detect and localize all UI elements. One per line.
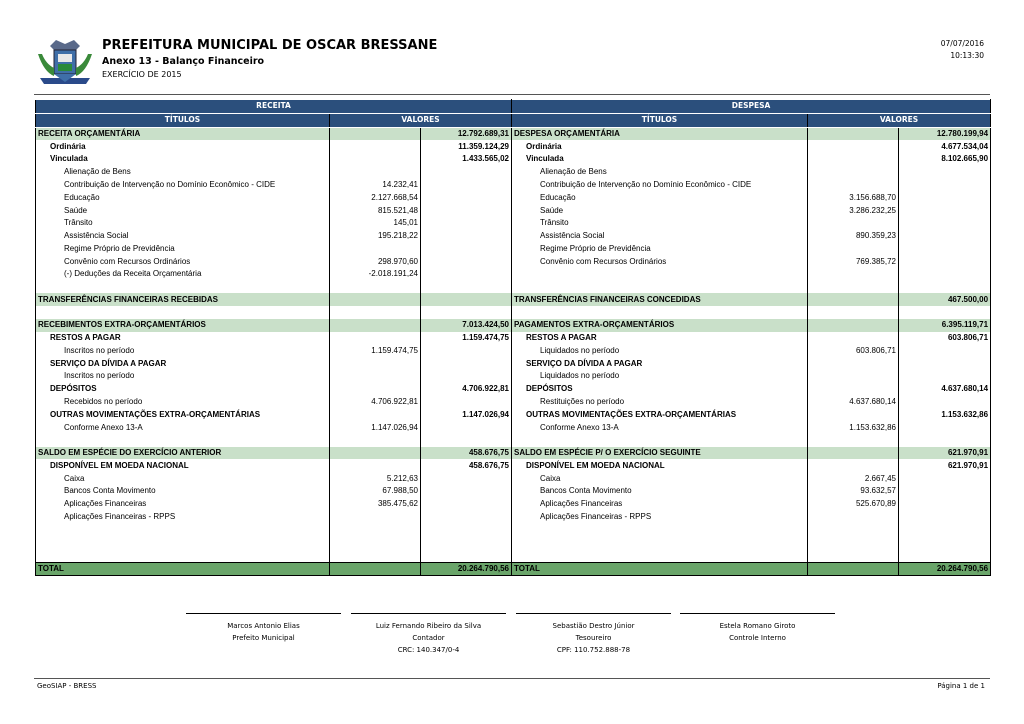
receita-value-cell [330, 293, 421, 306]
table-row [36, 370, 991, 383]
signer-name: Luiz Fernando Ribeiro da Silva [375, 622, 482, 630]
receita-total-cell [421, 204, 512, 217]
section-header-row [36, 100, 991, 114]
table-row [36, 434, 991, 447]
despesa-titulos-header: TÍTULOS [512, 113, 808, 127]
receita-value-cell [330, 306, 421, 319]
despesa-value-cell [808, 242, 899, 255]
receita-valores-header: VALORES [330, 113, 512, 127]
receita-total-cell [421, 242, 512, 255]
despesa-value-cell: 525.670,89 [808, 498, 899, 511]
signature-block [516, 613, 671, 656]
receita-title-cell: Educação [36, 191, 330, 204]
receita-value-cell: 815.521,48 [330, 204, 421, 217]
signer-extra: CPF: 110.752.888-78 [556, 646, 631, 654]
despesa-value-cell [808, 434, 899, 447]
receita-header: RECEITA [36, 100, 512, 114]
footer-page-number: Página 1 de 1 [937, 682, 985, 690]
signer-role: Prefeito Municipal [232, 634, 295, 642]
table-row [36, 345, 991, 358]
despesa-total-cell [899, 396, 991, 409]
despesa-total-cell [899, 345, 991, 358]
receita-title-cell: Saúde [36, 204, 330, 217]
table-row [36, 472, 991, 485]
despesa-title-cell: SALDO EM ESPÉCIE P/ O EXERCÍCIO SEGUINTE [512, 447, 808, 460]
despesa-title-cell: Restituições no período [512, 396, 808, 409]
receita-value-cell [330, 319, 421, 332]
despesa-title-cell: Aplicações Financeiras [512, 498, 808, 511]
table-row [36, 242, 991, 255]
receita-total-cell [421, 536, 512, 549]
despesa-total-cell [899, 523, 991, 536]
despesa-total-cell [899, 204, 991, 217]
table-row [36, 485, 991, 498]
despesa-title-cell: Aplicações Financeiras - RPPS [512, 511, 808, 524]
receita-total-cell: 1.159.474,75 [421, 332, 512, 345]
despesa-value-cell [808, 268, 899, 281]
despesa-value-cell: 1.153.632,86 [808, 421, 899, 434]
page-title: PREFEITURA MUNICIPAL DE OSCAR BRESSANE [102, 38, 438, 53]
receita-value-cell [330, 370, 421, 383]
receita-total-cell: 12.792.689,31 [421, 127, 512, 140]
receita-value-cell [330, 153, 421, 166]
receita-title-cell: Contribuição de Intervenção no Domínio Econômico - CIDE [36, 179, 330, 192]
despesa-total-cell [899, 434, 991, 447]
receita-value-cell: 145,01 [330, 217, 421, 230]
receita-title-cell [36, 434, 330, 447]
table-row [36, 421, 991, 434]
despesa-title-cell [512, 434, 808, 447]
despesa-value-cell: 603.806,71 [808, 345, 899, 358]
footer-system: GeoSIAP - BRESS [37, 682, 97, 690]
despesa-title-cell: Convênio com Recursos Ordinários [512, 255, 808, 268]
table-row [36, 549, 991, 562]
signature-line [351, 613, 506, 620]
receita-value-cell: 1.159.474,75 [330, 345, 421, 358]
receita-value-cell [330, 549, 421, 562]
receita-title-cell: SALDO EM ESPÉCIE DO EXERCÍCIO ANTERIOR [36, 447, 330, 460]
table-row [36, 230, 991, 243]
despesa-total-cell [899, 242, 991, 255]
receita-value-cell [330, 140, 421, 153]
report-date: 07/07/2016 [940, 39, 984, 48]
receita-total-cell [421, 281, 512, 294]
table-row [36, 408, 991, 421]
despesa-total-cell [899, 281, 991, 294]
despesa-total-cell [899, 230, 991, 243]
despesa-total-cell [899, 179, 991, 192]
despesa-value-cell [808, 166, 899, 179]
receita-title-cell [36, 281, 330, 294]
signer-name: Marcos Antonio Elias [227, 622, 300, 630]
despesa-value-cell [808, 357, 899, 370]
balance-table [35, 99, 991, 576]
despesa-total-cell [899, 268, 991, 281]
table-row [36, 166, 991, 179]
signer-name: Sebastião Destro Júnior [552, 622, 635, 630]
despesa-total-cell [899, 485, 991, 498]
receita-title-cell: TOTAL [36, 562, 330, 576]
table-row [36, 217, 991, 230]
despesa-value-cell [808, 293, 899, 306]
table-row [36, 191, 991, 204]
receita-total-cell [421, 191, 512, 204]
signer-role: Contador [412, 634, 445, 642]
table-row [36, 562, 991, 576]
despesa-value-cell [808, 523, 899, 536]
receita-title-cell: (-) Deduções da Receita Orçamentária [36, 268, 330, 281]
receita-titulos-header: TÍTULOS [36, 113, 330, 127]
despesa-title-cell: Assistência Social [512, 230, 808, 243]
receita-value-cell [330, 523, 421, 536]
receita-value-cell [330, 166, 421, 179]
despesa-total-cell [899, 370, 991, 383]
receita-value-cell: 67.988,50 [330, 485, 421, 498]
receita-title-cell: Ordinária [36, 140, 330, 153]
receita-value-cell [330, 281, 421, 294]
receita-title-cell: RECEBIMENTOS EXTRA-ORÇAMENTÁRIOS [36, 319, 330, 332]
despesa-title-cell: TRANSFERÊNCIAS FINANCEIRAS CONCEDIDAS [512, 293, 808, 306]
column-header-row [36, 113, 991, 127]
despesa-total-cell [899, 166, 991, 179]
receita-total-cell [421, 230, 512, 243]
despesa-title-cell: Educação [512, 191, 808, 204]
despesa-title-cell [512, 523, 808, 536]
table-row [36, 357, 991, 370]
despesa-value-cell [808, 306, 899, 319]
despesa-title-cell: Saúde [512, 204, 808, 217]
table-row [36, 255, 991, 268]
receita-total-cell [421, 166, 512, 179]
table-row [36, 511, 991, 524]
despesa-title-cell: Bancos Conta Movimento [512, 485, 808, 498]
despesa-value-cell: 2.667,45 [808, 472, 899, 485]
receita-total-cell: 7.013.424,50 [421, 319, 512, 332]
receita-title-cell [36, 536, 330, 549]
receita-value-cell: 195.218,22 [330, 230, 421, 243]
despesa-title-cell: Conforme Anexo 13-A [512, 421, 808, 434]
despesa-total-cell [899, 306, 991, 319]
despesa-title-cell [512, 549, 808, 562]
despesa-total-cell: 20.264.790,56 [899, 562, 991, 576]
receita-value-cell [330, 434, 421, 447]
signature-block [186, 613, 341, 644]
receita-title-cell [36, 549, 330, 562]
despesa-value-cell: 3.156.688,70 [808, 191, 899, 204]
despesa-total-cell [899, 191, 991, 204]
despesa-title-cell: Liquidados no período [512, 370, 808, 383]
municipal-crest-icon [36, 38, 94, 90]
despesa-total-cell: 1.153.632,86 [899, 408, 991, 421]
receita-total-cell [421, 498, 512, 511]
despesa-total-cell: 621.970,91 [899, 447, 991, 460]
receita-value-cell [330, 357, 421, 370]
despesa-value-cell [808, 536, 899, 549]
despesa-title-cell: DEPÓSITOS [512, 383, 808, 396]
receita-title-cell: Alienação de Bens [36, 166, 330, 179]
receita-total-cell: 11.359.124,29 [421, 140, 512, 153]
despesa-value-cell [808, 562, 899, 576]
signer-name: Estela Romano Giroto [719, 622, 796, 630]
receita-title-cell [36, 523, 330, 536]
signature-block [351, 613, 506, 656]
despesa-title-cell [512, 268, 808, 281]
report-time: 10:13:30 [950, 51, 984, 60]
receita-total-cell: 458.676,75 [421, 459, 512, 472]
receita-total-cell [421, 306, 512, 319]
receita-title-cell: Regime Próprio de Previdência [36, 242, 330, 255]
despesa-value-cell [808, 319, 899, 332]
receita-total-cell [421, 549, 512, 562]
receita-title-cell: Bancos Conta Movimento [36, 485, 330, 498]
despesa-total-cell [899, 357, 991, 370]
despesa-total-cell: 467.500,00 [899, 293, 991, 306]
receita-total-cell: 458.676,75 [421, 447, 512, 460]
despesa-total-cell: 4.637.680,14 [899, 383, 991, 396]
receita-value-cell: 4.706.922,81 [330, 396, 421, 409]
despesa-value-cell: 4.637.680,14 [808, 396, 899, 409]
receita-title-cell: Convênio com Recursos Ordinários [36, 255, 330, 268]
receita-title-cell: Aplicações Financeiras - RPPS [36, 511, 330, 524]
receita-total-cell [421, 370, 512, 383]
despesa-total-cell [899, 498, 991, 511]
despesa-title-cell: Trânsito [512, 217, 808, 230]
despesa-title-cell: OUTRAS MOVIMENTAÇÕES EXTRA-ORÇAMENTÁRIAS [512, 408, 808, 421]
despesa-valores-header: VALORES [808, 113, 991, 127]
receita-title-cell: Vinculada [36, 153, 330, 166]
despesa-value-cell [808, 127, 899, 140]
despesa-title-cell: Regime Próprio de Previdência [512, 242, 808, 255]
receita-title-cell: Conforme Anexo 13-A [36, 421, 330, 434]
table-row [36, 153, 991, 166]
table-row [36, 396, 991, 409]
receita-value-cell [330, 536, 421, 549]
table-row [36, 204, 991, 217]
receita-value-cell [330, 511, 421, 524]
despesa-title-cell: DESPESA ORÇAMENTÁRIA [512, 127, 808, 140]
despesa-title-cell [512, 281, 808, 294]
despesa-value-cell: 890.359,23 [808, 230, 899, 243]
receita-total-cell [421, 523, 512, 536]
despesa-header: DESPESA [512, 100, 991, 114]
despesa-value-cell [808, 281, 899, 294]
despesa-title-cell: Liquidados no período [512, 345, 808, 358]
despesa-value-cell [808, 332, 899, 345]
table-row [36, 268, 991, 281]
despesa-total-cell [899, 536, 991, 549]
receita-value-cell [330, 447, 421, 460]
receita-title-cell: Inscritos no período [36, 370, 330, 383]
receita-total-cell: 1.147.026,94 [421, 408, 512, 421]
despesa-value-cell [808, 459, 899, 472]
receita-title-cell: TRANSFERÊNCIAS FINANCEIRAS RECEBIDAS [36, 293, 330, 306]
despesa-total-cell: 4.677.534,04 [899, 140, 991, 153]
receita-value-cell: -2.018.191,24 [330, 268, 421, 281]
exercise-year: EXERCÍCIO DE 2015 [102, 70, 182, 79]
table-row [36, 140, 991, 153]
report-subtitle: Anexo 13 - Balanço Financeiro [102, 56, 265, 67]
receita-total-cell [421, 421, 512, 434]
despesa-value-cell: 769.385,72 [808, 255, 899, 268]
despesa-title-cell: Alienação de Bens [512, 166, 808, 179]
signature-line [186, 613, 341, 620]
header-divider [34, 94, 990, 95]
receita-total-cell: 4.706.922,81 [421, 383, 512, 396]
signature-line [516, 613, 671, 620]
despesa-value-cell: 93.632,57 [808, 485, 899, 498]
despesa-title-cell: RESTOS A PAGAR [512, 332, 808, 345]
receita-title-cell [36, 306, 330, 319]
receita-title-cell: RESTOS A PAGAR [36, 332, 330, 345]
despesa-total-cell [899, 472, 991, 485]
despesa-value-cell [808, 383, 899, 396]
table-row [36, 332, 991, 345]
despesa-title-cell: Ordinária [512, 140, 808, 153]
despesa-total-cell: 621.970,91 [899, 459, 991, 472]
despesa-title-cell: SERVIÇO DA DÍVIDA A PAGAR [512, 357, 808, 370]
receita-value-cell: 1.147.026,94 [330, 421, 421, 434]
receita-value-cell [330, 408, 421, 421]
receita-value-cell [330, 242, 421, 255]
receita-title-cell: OUTRAS MOVIMENTAÇÕES EXTRA-ORÇAMENTÁRIAS [36, 408, 330, 421]
receita-total-cell [421, 293, 512, 306]
receita-title-cell: Caixa [36, 472, 330, 485]
despesa-value-cell [808, 549, 899, 562]
despesa-title-cell: DISPONÍVEL EM MOEDA NACIONAL [512, 459, 808, 472]
despesa-total-cell: 8.102.665,90 [899, 153, 991, 166]
receita-total-cell: 20.264.790,56 [421, 562, 512, 576]
receita-total-cell [421, 485, 512, 498]
receita-title-cell: Inscritos no período [36, 345, 330, 358]
despesa-title-cell [512, 536, 808, 549]
signature-line [680, 613, 835, 620]
receita-total-cell [421, 345, 512, 358]
receita-value-cell [330, 562, 421, 576]
table-row [36, 281, 991, 294]
receita-value-cell: 2.127.668,54 [330, 191, 421, 204]
despesa-value-cell [808, 370, 899, 383]
receita-title-cell: DISPONÍVEL EM MOEDA NACIONAL [36, 459, 330, 472]
table-row [36, 459, 991, 472]
report-datetime [941, 38, 984, 62]
receita-value-cell: 385.475,62 [330, 498, 421, 511]
despesa-title-cell: PAGAMENTOS EXTRA-ORÇAMENTÁRIOS [512, 319, 808, 332]
despesa-title-cell: Caixa [512, 472, 808, 485]
despesa-total-cell [899, 549, 991, 562]
despesa-total-cell: 12.780.199,94 [899, 127, 991, 140]
receita-total-cell [421, 396, 512, 409]
table-row [36, 306, 991, 319]
receita-total-cell [421, 268, 512, 281]
footer-divider [34, 678, 990, 679]
receita-total-cell [421, 357, 512, 370]
despesa-total-cell [899, 421, 991, 434]
signer-extra: CRC: 140.347/0-4 [397, 646, 460, 654]
report-header [0, 0, 1024, 95]
despesa-title-cell: Vinculada [512, 153, 808, 166]
table-row [36, 447, 991, 460]
receita-total-cell [421, 179, 512, 192]
despesa-value-cell [808, 217, 899, 230]
despesa-total-cell: 603.806,71 [899, 332, 991, 345]
table-row [36, 179, 991, 192]
despesa-value-cell [808, 153, 899, 166]
table-row [36, 293, 991, 306]
receita-title-cell: RECEITA ORÇAMENTÁRIA [36, 127, 330, 140]
receita-value-cell: 14.232,41 [330, 179, 421, 192]
receita-title-cell: Recebidos no período [36, 396, 330, 409]
despesa-value-cell [808, 447, 899, 460]
despesa-value-cell [808, 140, 899, 153]
signer-role: Tesoureiro [575, 634, 612, 642]
despesa-total-cell: 6.395.119,71 [899, 319, 991, 332]
receita-title-cell: Assistência Social [36, 230, 330, 243]
receita-value-cell [330, 459, 421, 472]
receita-total-cell [421, 511, 512, 524]
receita-value-cell: 298.970,60 [330, 255, 421, 268]
despesa-value-cell: 3.286.232,25 [808, 204, 899, 217]
table-row [36, 383, 991, 396]
receita-title-cell: Aplicações Financeiras [36, 498, 330, 511]
despesa-value-cell [808, 179, 899, 192]
receita-value-cell [330, 332, 421, 345]
despesa-value-cell [808, 511, 899, 524]
receita-value-cell: 5.212,63 [330, 472, 421, 485]
table-row [36, 127, 991, 140]
despesa-title-cell: Contribuição de Intervenção no Domínio Econômico - CIDE [512, 179, 808, 192]
receita-total-cell [421, 472, 512, 485]
despesa-title-cell: TOTAL [512, 562, 808, 576]
receita-total-cell [421, 217, 512, 230]
signer-role: Controle Interno [729, 634, 786, 642]
signature-block [680, 613, 835, 644]
table-row [36, 523, 991, 536]
receita-title-cell: SERVIÇO DA DÍVIDA A PAGAR [36, 357, 330, 370]
receita-title-cell: DEPÓSITOS [36, 383, 330, 396]
despesa-total-cell [899, 255, 991, 268]
receita-value-cell [330, 383, 421, 396]
table-row [36, 498, 991, 511]
despesa-title-cell [512, 306, 808, 319]
receita-total-cell [421, 434, 512, 447]
despesa-total-cell [899, 511, 991, 524]
receita-total-cell: 1.433.565,02 [421, 153, 512, 166]
table-row [36, 536, 991, 549]
receita-title-cell: Trânsito [36, 217, 330, 230]
despesa-value-cell [808, 408, 899, 421]
table-row [36, 319, 991, 332]
receita-total-cell [421, 255, 512, 268]
despesa-total-cell [899, 217, 991, 230]
receita-value-cell [330, 127, 421, 140]
